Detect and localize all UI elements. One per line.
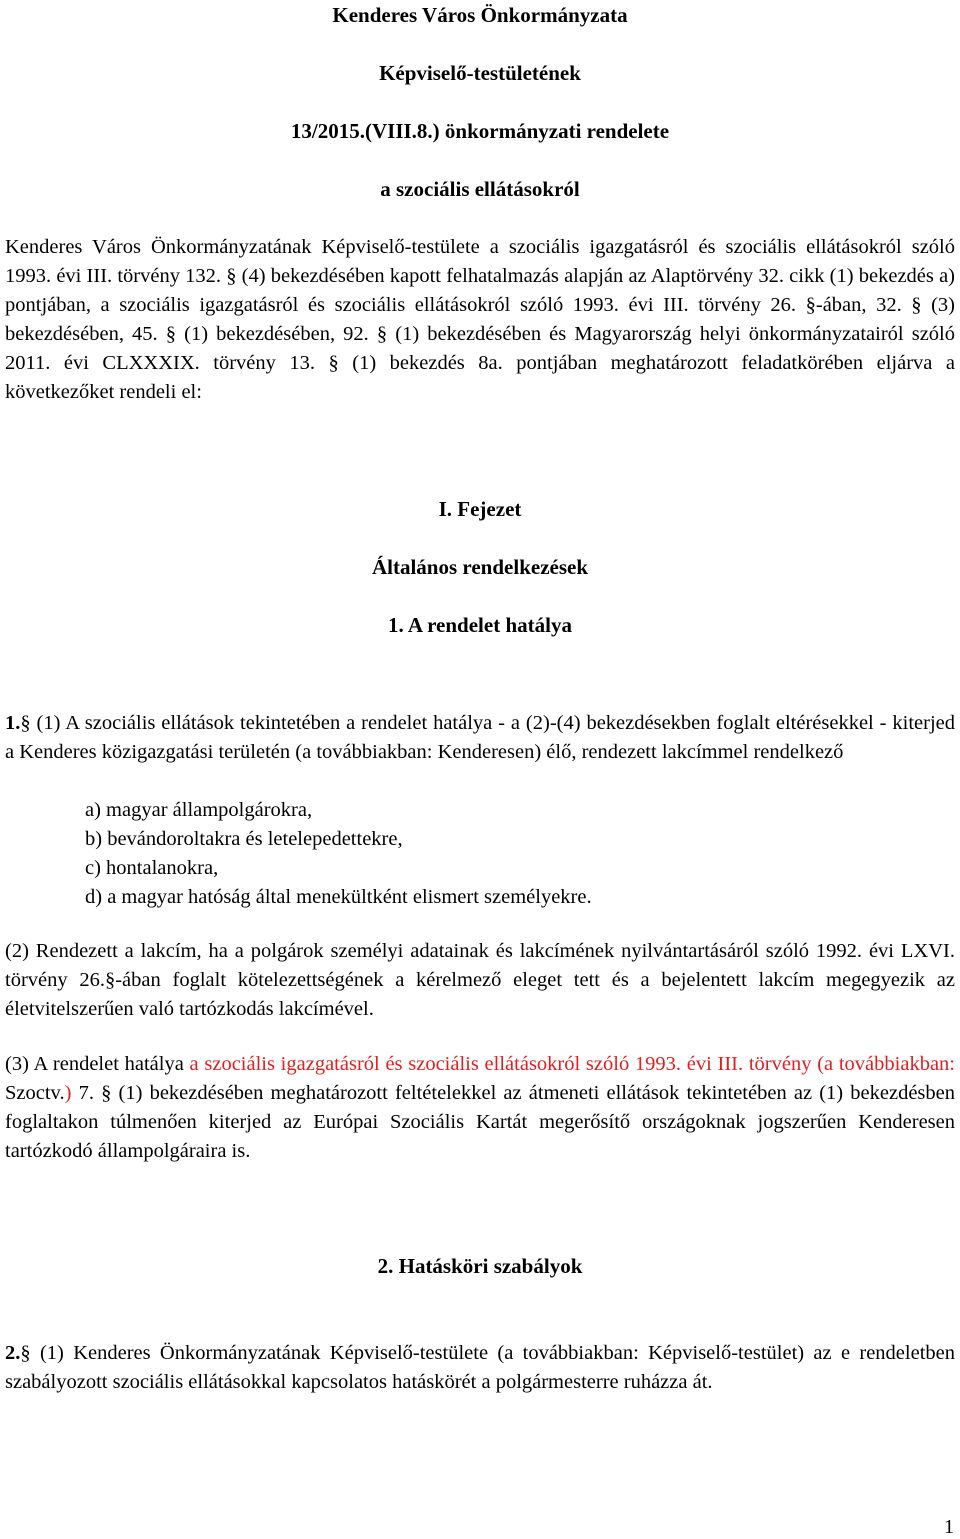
list-item: d) a magyar hatóság által menekültként elismert személyekre. <box>85 886 592 908</box>
section-2-paragraph-1 <box>5 1339 955 1397</box>
section-2-paragraph-1-text: § (1) Kenderes Önkormányzatának Képviselő-testülete (a továbbiakban: Képviselő-testület) az e rendeletben szabályozott szociális ellátásokkal kapcsolatos hatáskörét a polgármesterre ruházza át. <box>5 1342 955 1393</box>
page-number: 1 <box>944 1516 954 1538</box>
paragraph-3-highlight: a szociális igazgatásról és szociális ellátásokról szóló 1993. évi III. törvény (a továbbiakban: <box>189 1053 955 1075</box>
paragraph-3-rest: 7. § (1) bekezdésében meghatározott feltételekkel az átmeneti ellátások tekintetében az (1) bekezdésben foglaltakon túlmenően kiterjed az Európai Szociális Kartát megerősítő országoknak jogszerűen Kenderesen tartózkodó állampolgáraira is. <box>5 1082 955 1162</box>
paragraph-3-abbrev: Szoctv. <box>5 1082 65 1104</box>
chapter-title: Általános rendelkezések <box>371 555 589 579</box>
list-item: a) magyar állampolgárokra, <box>85 799 313 821</box>
section-1-paragraph-3 <box>5 1050 955 1166</box>
header-municipality: Kenderes Város Önkormányzata <box>332 3 628 27</box>
paragraph-3-highlight-end: ) <box>64 1082 72 1104</box>
section-1-paragraph-2: (2) Rendezett a lakcím, ha a polgárok személyi adatainak és lakcímének nyilvántartásáról szóló 1992. évi LXVI. törvény 26.§-ában foglalt kötelezettségének a kérelmező eleget tett és a bejelentett lakcím megegyezik az életvitelszerűen való tartózkodás lakcímével. <box>5 940 955 1020</box>
chapter-number: I. Fejezet <box>438 497 522 521</box>
section-1-list <box>85 796 945 912</box>
list-item: b) bevándoroltakra és letelepedettekre, <box>85 828 403 850</box>
list-item: c) hontalanokra, <box>85 857 219 879</box>
section-1-paragraph-1 <box>5 709 955 767</box>
section-1-paragraph-1-text: § (1) A szociális ellátások tekintetében a rendelet hatálya - a (2)-(4) bekezdésekben foglalt eltérésekkel - kiterjed a Kenderes közigazgatási területén (a továbbiakban: Kenderesen) élő, rendezett lakcímmel rendelkező <box>5 712 955 763</box>
header-decree-number: 13/2015.(VIII.8.) önkormányzati rendelete <box>290 119 670 143</box>
section-2-number: 2. <box>5 1342 21 1364</box>
section-2-title: 2. Hatásköri szabályok <box>377 1254 583 1278</box>
section-1-number: 1. <box>5 712 21 734</box>
preamble-paragraph: Kenderes Város Önkormányzatának Képviselő-testülete a szociális igazgatásról és szociális ellátásokról szóló 1993. évi III. törvény 132. § (4) bekezdésében kapott felhatalmazás alapján az Alaptörvény 32. cikk (1) bekezdés a) pontjában, a szociális igazgatásról és szociális ellátásokról szóló 1993. évi III. törvény 26. §-ában, 32. § (3) bekezdésében, 45. § (1) bekezdésében, 92. § (1) bekezdésében és Magyarország helyi önkormányzatairól szóló 2011. évi CLXXXIX. törvény 13. § (1) bekezdés 8a. pontjában meghatározott feladatkörében eljárva a következőket rendeli el: <box>5 236 955 403</box>
header-body: Képviselő-testületének <box>379 61 581 85</box>
paragraph-3-start: (3) A rendelet hatálya <box>5 1053 190 1075</box>
header-decree-subject: a szociális ellátásokról <box>380 177 580 201</box>
section-1-title: 1. A rendelet hatálya <box>388 613 572 637</box>
